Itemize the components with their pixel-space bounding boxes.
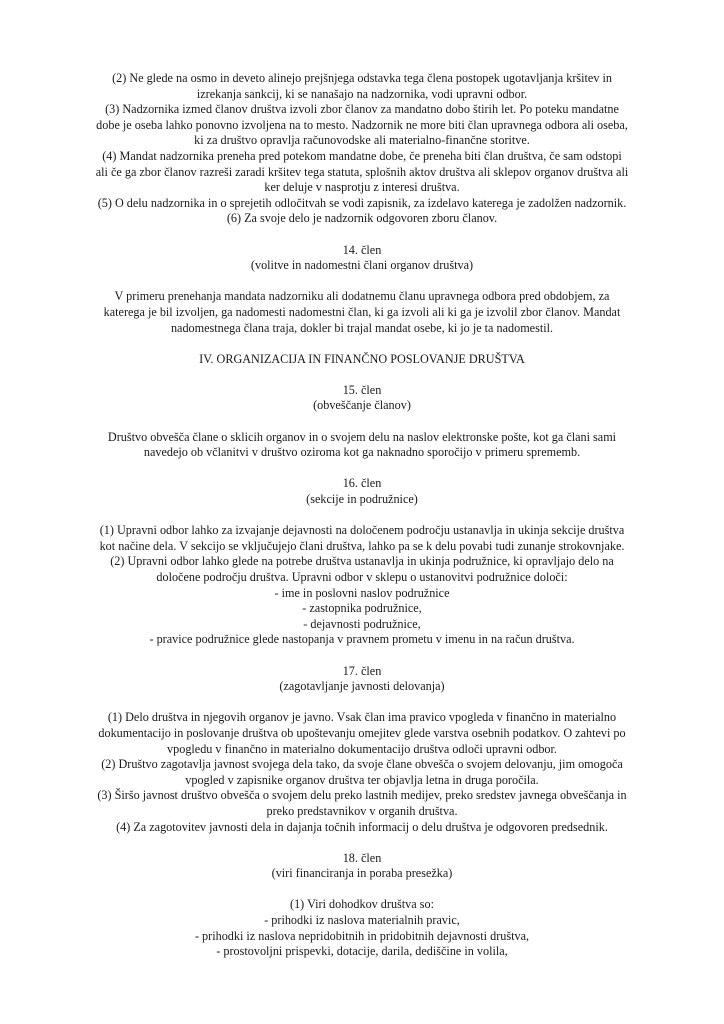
paragraph-gap xyxy=(64,882,660,898)
text-line: navedejo ob včlanitvi v društvo oziroma kot ga naknadno sporočijo v primeru sprememb. xyxy=(143,445,581,460)
paragraph-gap xyxy=(64,461,660,477)
text-line: - pravice podružnice glede nastopanja v pravnem prometu v imenu in na račun društva. xyxy=(149,632,575,647)
text-line: (volitve in nadomestni člani organov društva) xyxy=(250,258,474,273)
paragraph-gap xyxy=(64,508,660,524)
text-block xyxy=(64,243,660,274)
paragraph-gap xyxy=(64,367,660,383)
text-line: nadomestnega člana traja, dokler bi trajal mandat osebe, ki jo je ta nadomestil. xyxy=(170,320,554,335)
paragraph-gap xyxy=(64,835,660,851)
text-block xyxy=(64,71,660,227)
text-line: - ime in poslovni naslov podružnice xyxy=(274,585,450,600)
text-line: ali če ga zbor članov razreši zaradi kršitev tega statuta, splošnih aktov društva ali sklepov organov društva ali xyxy=(95,164,629,179)
paragraph-gap xyxy=(64,648,660,664)
text-line: 16. člen xyxy=(342,476,382,491)
text-line: - dejavnosti podružnice, xyxy=(303,616,421,631)
text-line: Društvo obvešča člane o sklicih organov in o svojem delu na naslov elektronske pošte, kot ga člani sami xyxy=(107,429,617,444)
text-line: 15. člen xyxy=(342,382,382,397)
text-line: (viri financiranja in poraba presežka) xyxy=(271,866,453,881)
text-line: - zastopnika podružnice, xyxy=(302,601,422,616)
paragraph-gap xyxy=(64,227,660,243)
text-line: (1) Upravni odbor lahko za izvajanje dejavnosti na določenem področju ustanavlja in ukinja sekcije društva xyxy=(99,523,625,538)
text-line: določene področju društva. Upravni odbor v sklepu o ustanovitvi podružnice določi: xyxy=(156,570,568,584)
text-line: kot načine dela. V sekcijo se vključujejo člani društva, lahko pa se k delu povabi tudi zunanje strokovnjake. xyxy=(99,538,625,553)
text-line: dokumentacijo in poslovanje društva ob upoštevanju omejitev glede varstva osebnih podatkov. O zahtevi po xyxy=(98,725,626,740)
text-line: (2) Ne glede na osmo in deveto alinejo prejšnjega odstavka tega člena postopek ugotavljanja kršitev in xyxy=(112,71,612,85)
text-block xyxy=(64,710,660,835)
text-block xyxy=(64,476,660,507)
text-line: (5) O delu nadzornika in o sprejetih odločitvah se vodi zapisnik, za izdelavo katerega je zadolžen nadzornik. xyxy=(97,195,627,210)
text-line: ker deluje v nasprotju z interesi društva. xyxy=(264,180,460,195)
text-block xyxy=(64,851,660,882)
paragraph-gap xyxy=(64,274,660,290)
paragraph-gap xyxy=(64,336,660,352)
paragraph-gap xyxy=(64,695,660,711)
text-line: - prihodki iz naslova materialnih pravic, xyxy=(264,913,460,928)
paragraph-gap xyxy=(64,414,660,430)
text-line: 18. člen xyxy=(342,850,382,865)
text-line: (1) Delo društva in njegovih organov je javno. Vsak član ima pravico vpogleda v finančno in materialno xyxy=(107,710,617,725)
text-line: IV. ORGANIZACIJA IN FINANČNO POSLOVANJE DRUŠTVA xyxy=(199,351,525,366)
text-line: (2) Društvo zagotavlja javnost svojega dela tako, da svoje člane obvešča o svojem delovanju, jim omogoča xyxy=(101,757,623,772)
text-block xyxy=(64,289,660,336)
document-body xyxy=(64,71,660,960)
text-line: izrekanja sankcij, ki se nanašajo na nadzornika, vodi upravni odbor. xyxy=(196,86,528,101)
text-block xyxy=(64,523,660,648)
text-block xyxy=(64,897,660,959)
text-line: 17. člen xyxy=(342,663,382,678)
text-line: vpogled v zapisnike organov društva ter objavlja letna in druga poročila. xyxy=(185,772,539,787)
text-block xyxy=(64,352,660,368)
text-line: - prihodki iz naslova nepridobitnih in pridobitnih dejavnosti društva, xyxy=(194,928,530,943)
text-block xyxy=(64,664,660,695)
text-line: (3) Nadzornika izmed članov društva izvoli zbor članov za mandatno dobo štirih let. Po poteku mandatne xyxy=(105,102,619,117)
text-line: - prostovoljni prispevki, dotacije, darila, dediščine in volila, xyxy=(216,944,508,959)
text-line: (3) Širšo javnost društvo obvešča o svojem delu preko lastnih medijev, preko sredstev javnega obveščanja in xyxy=(97,788,627,803)
text-line: (4) Za zagotovitev javnosti dela in dajanja točnih informacij o delu društva je odgovoren predsednik. xyxy=(116,819,608,834)
text-line: (zagotavljanje javnosti delovanja) xyxy=(279,679,445,694)
text-line: (4) Mandat nadzornika preneha pred potekom mandatne dobe, če preneha biti član društva, če sam odstopi xyxy=(102,148,622,163)
text-line: (obveščanje članov) xyxy=(313,398,411,413)
text-line: ki za društvo opravlja računovodske ali materialno-finančne storitve. xyxy=(194,133,530,148)
text-line: dobe je oseba lahko ponovno izvoljena na to mesto. Nadzornik ne more biti član upravnega odbora ali oseba, xyxy=(96,117,628,132)
text-line: preko predstavnikov v organih društva. xyxy=(266,803,458,818)
text-line: 14. člen xyxy=(342,242,382,257)
text-line: (6) Za svoje delo je nadzornik odgovoren zboru članov. xyxy=(226,211,498,226)
text-line: vpogledu v finančno in materialno dokumentacijo društva odloči upravni odbor. xyxy=(167,741,557,756)
text-line: (1) Viri dohodkov društva so: xyxy=(290,897,434,912)
text-line: (2) Upravni odbor lahko glede na potrebe društva ustanavlja in ukinja podružnice, ki opravljajo delo na xyxy=(110,554,614,569)
text-line: (sekcije in podružnice) xyxy=(306,492,418,507)
text-line: katerega je bil izvoljen, ga nadomesti nadomestni član, ki ga izvoli ali ki ga je izvolil zbor članov. Mandat xyxy=(103,304,621,319)
text-line: V primeru prenehanja mandata nadzorniku ali dodatnemu članu upravnega odbora pred obdobjem, za xyxy=(114,289,610,304)
text-block xyxy=(64,430,660,461)
text-block xyxy=(64,383,660,414)
